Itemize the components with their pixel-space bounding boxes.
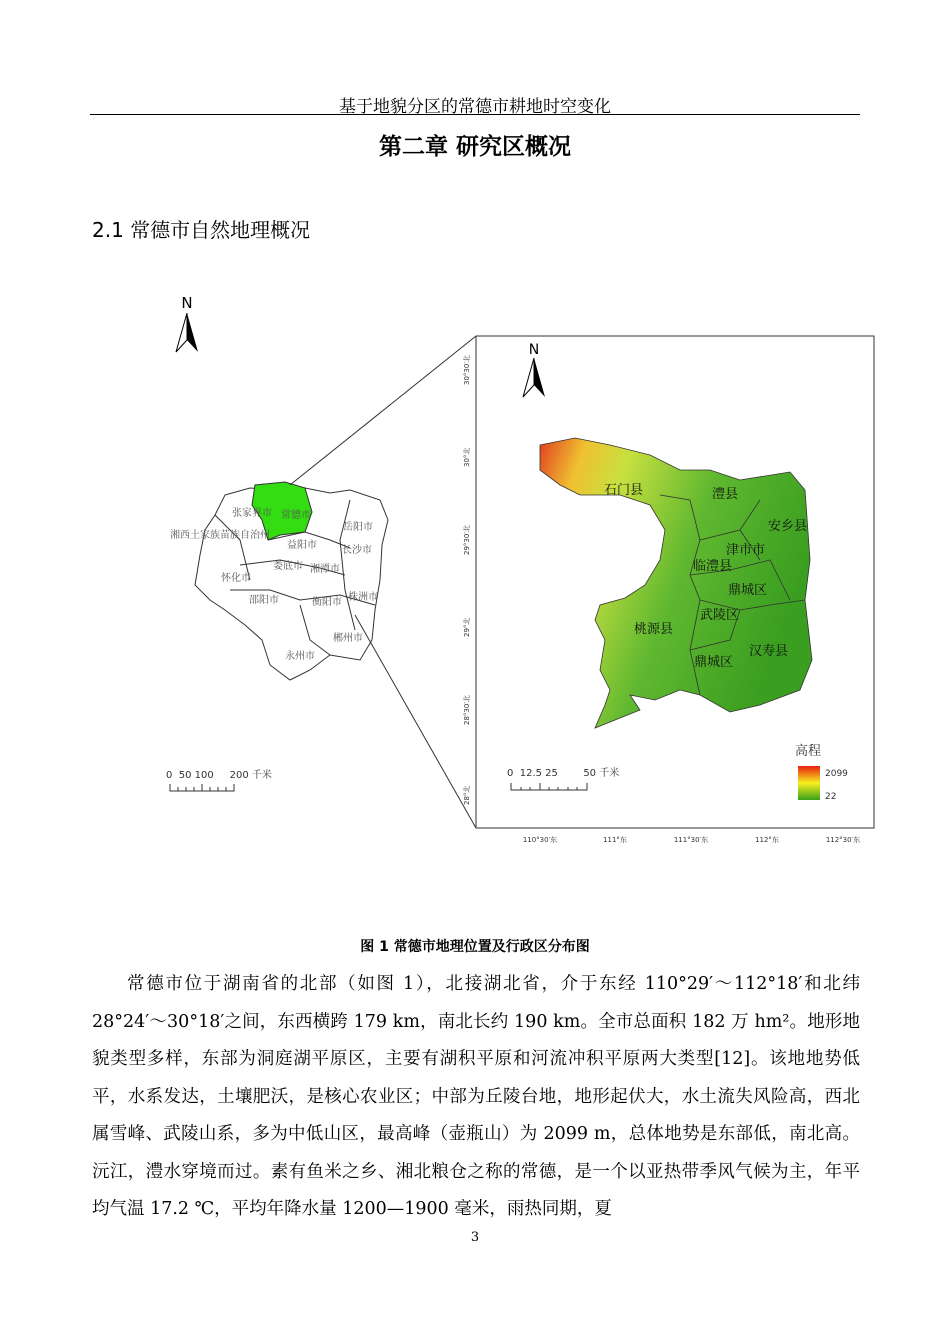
- north-arrow-icon: [176, 294, 198, 352]
- paragraph: 常德市位于湖南省的北部（如图 1），北接湖北省，介于东经 110°29′～112°18′和北纬 28°24′～30°18′之间，东西横跨 179 km，南北长约 190 km。全市总面积 182 万 hm²。地形地貌类型多样，东部为洞庭湖平原区，主要有湖积平原和河流冲积平原两大类型[12]。该地地势低平，水系发达，土壤肥沃，是核心农业区；中部为丘陵台地，地形起伏大，水土流失风险高，西北属雪峰、武陵山系，多为中低山区，最高峰（壶瓶山）为 2099 m，总体地势是东部低，南北高。沅江，澧水穿境而过。素有鱼米之乡、湘北粮仓之称的常德，是一个以亚热带季风气候为主，年平均气温 17.2 ℃，平均年降水量 1200—1900 毫米，雨热同期，夏: [92, 974, 860, 1219]
- svg-text:112°东: 112°东: [755, 836, 779, 844]
- county-label: 鼎城区: [728, 583, 768, 598]
- county-label: 桃源县: [634, 622, 674, 637]
- map-label: 株洲市: [348, 592, 378, 603]
- county-label: 汉寿县: [749, 644, 789, 659]
- county-label: 澧县: [712, 487, 739, 502]
- svg-text:0 12.5 25 50 千米: 0 12.5 25 50 千米: [507, 768, 620, 779]
- latitude-ticks: [462, 355, 471, 805]
- header-rule: [90, 114, 860, 115]
- svg-text:22: 22: [825, 792, 837, 802]
- map-label: 常德市: [281, 510, 311, 521]
- svg-text:112°30′东: 112°30′东: [825, 836, 861, 844]
- map-label: 郴州市: [333, 633, 363, 644]
- map-label: 衡阳市: [312, 597, 342, 608]
- county-label: 石门县: [604, 483, 644, 498]
- county-label: 津市市: [726, 543, 766, 558]
- svg-text:110°30′东: 110°30′东: [522, 836, 558, 844]
- county-label: 鼎城区: [694, 655, 734, 670]
- map-label: 怀化市: [221, 573, 251, 584]
- county-label: 安乡县: [768, 519, 808, 534]
- map-label: 永州市: [285, 651, 315, 662]
- svg-text:29°30′北: 29°30′北: [463, 525, 471, 555]
- svg-text:0 50 100 200 千米: 0 50 100 200 千米: [166, 770, 272, 781]
- page-number: 3: [470, 1230, 480, 1245]
- map-label: 张家界市: [232, 508, 272, 519]
- svg-text:28°北: 28°北: [463, 785, 471, 805]
- map-label: 益阳市: [287, 540, 317, 551]
- map-label: 湘西土家族苗族自治州: [170, 530, 270, 541]
- svg-text:30°30′北: 30°30′北: [463, 355, 471, 385]
- section-title: 2.1 常德市自然地理概况: [92, 218, 311, 242]
- longitude-ticks: [523, 835, 860, 844]
- county-label: 武陵区: [700, 608, 740, 623]
- svg-text:高程: 高程: [795, 744, 822, 759]
- map-label: 岳阳市: [343, 522, 373, 533]
- chapter-title: 第二章 研究区概况: [378, 134, 571, 160]
- svg-text:2099: 2099: [825, 769, 848, 779]
- left-scale-bar: [166, 768, 272, 791]
- body-text: [92, 966, 860, 1229]
- svg-text:29°北: 29°北: [463, 617, 471, 637]
- svg-text:111°30′东: 111°30′东: [673, 836, 709, 844]
- svg-text:N: N: [528, 342, 540, 358]
- map-label: 长沙市: [342, 545, 372, 556]
- location-map-figure: [0, 290, 950, 850]
- svg-text:111°东: 111°东: [603, 836, 627, 844]
- map-label: 湘潭市: [310, 564, 340, 575]
- figure-caption: 图 1 常德市地理位置及行政区分布图: [360, 939, 590, 955]
- running-header: 基于地貌分区的常德市耕地时空变化: [339, 97, 611, 117]
- svg-text:N: N: [181, 294, 193, 312]
- svg-text:28°30′北: 28°30′北: [463, 695, 471, 725]
- svg-text:30°北: 30°北: [463, 447, 471, 467]
- map-label: 娄底市: [273, 561, 303, 572]
- county-label: 临澧县: [693, 559, 733, 574]
- map-label: 邵阳市: [249, 595, 279, 606]
